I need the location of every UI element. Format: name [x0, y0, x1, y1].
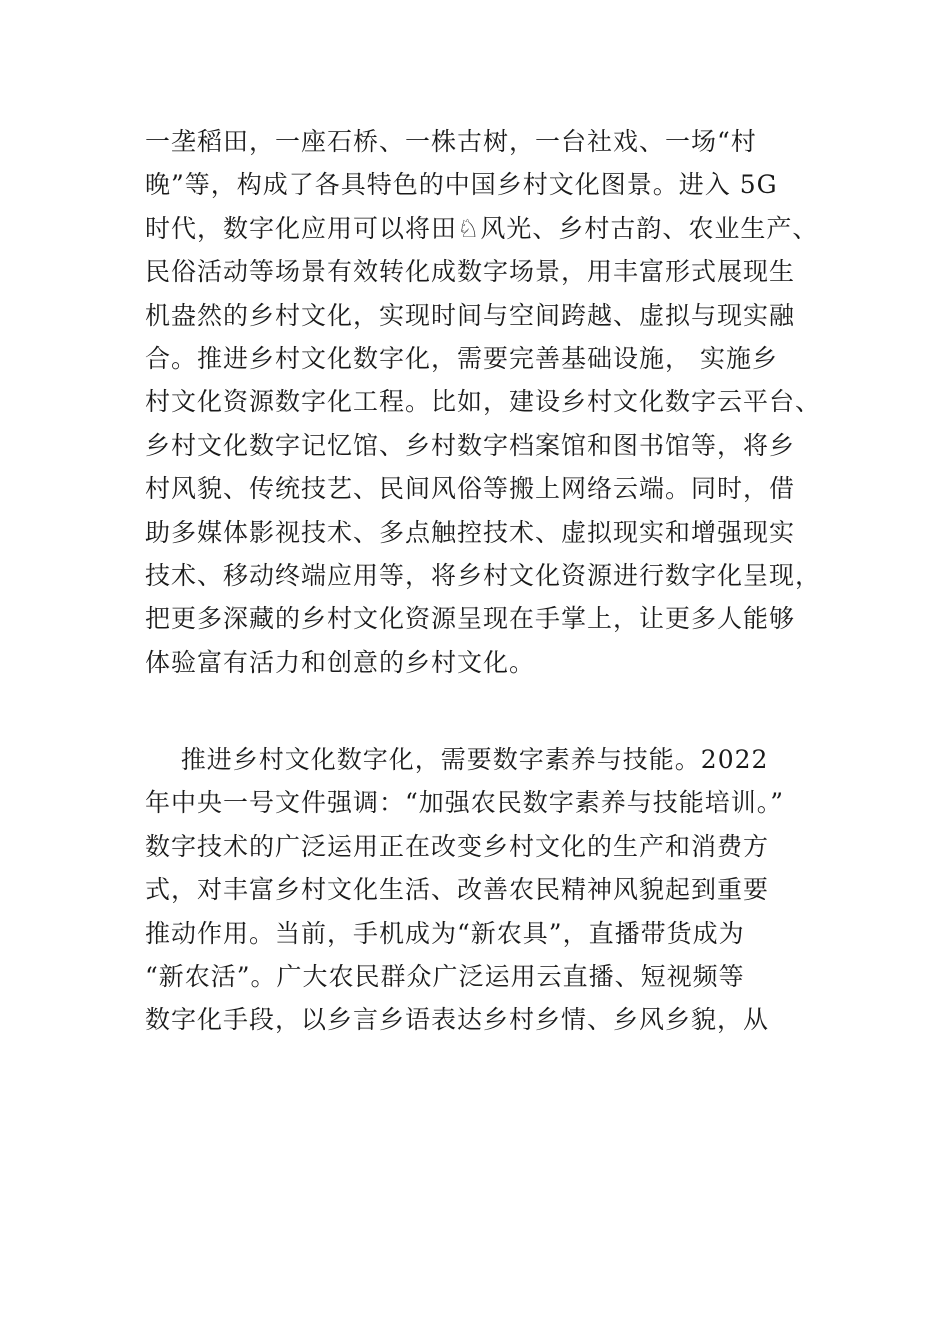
text-line: 机盎然的乡村文化，实现时间与空间跨越、虚拟与现实融 — [145, 300, 796, 330]
text-line: 晚”等，构成了各具特色的中国乡村文化图景。进入 5G — [145, 170, 778, 200]
text-line: 合。推进乡村文化数字化，需要完善基础设施， 实施乡 — [145, 343, 778, 373]
text-line: 技术、移动终端应用等，将乡村文化资源进行数字化呈现， — [145, 560, 822, 590]
text-line: 助多媒体影视技术、多点触控技术、虚拟现实和增强现实 — [145, 517, 796, 547]
text-line: 数字技术的广泛运用正在改变乡村文化的生产和消费方 — [145, 831, 770, 861]
text-line: 式，对丰富乡村文化生活、改善农民精神风貌起到重要 — [145, 875, 770, 905]
text-line: 体验富有活力和创意的乡村文化。 — [145, 647, 536, 677]
text-line: 村文化资源数字化工程。比如，建设乡村文化数字云平台、 — [145, 387, 822, 417]
text-line: 村风貌、传统技艺、民间风俗等搬上网络云端。同时，借 — [145, 474, 796, 504]
text-line: 乡村文化数字记忆馆、乡村数字档案馆和图书馆等，将乡 — [145, 430, 796, 460]
text-line: 推动作用。当前，手机成为“新农具”，直播带货成为 — [145, 918, 745, 948]
text-line: 把更多深藏的乡村文化资源呈现在手掌上，让更多人能够 — [145, 604, 796, 634]
text-line: 时代，数字化应用可以将田♘风光、乡村古韵、农业生产、 — [145, 213, 819, 243]
text-line: 一垄稻田，一座石桥、一株古树，一台社戏、一场“村 — [145, 127, 757, 156]
text-line: 推进乡村文化数字化，需要数字素养与技能。2022 — [145, 745, 769, 774]
paragraph-2 — [145, 738, 845, 1042]
text-line: 年中央一号文件强调：“加强农民数字素养与技能培训。” — [145, 788, 785, 818]
text-line: “新农活”。广大农民群众广泛运用云直播、短视频等 — [145, 961, 745, 991]
text-line: 民俗活动等场景有效转化成数字场景，用丰富形式展现生 — [145, 257, 796, 287]
text-line: 数字化手段，以乡言乡语表达乡村乡情、乡风乡貌，从 — [145, 1005, 770, 1035]
paragraph-1 — [145, 120, 845, 684]
